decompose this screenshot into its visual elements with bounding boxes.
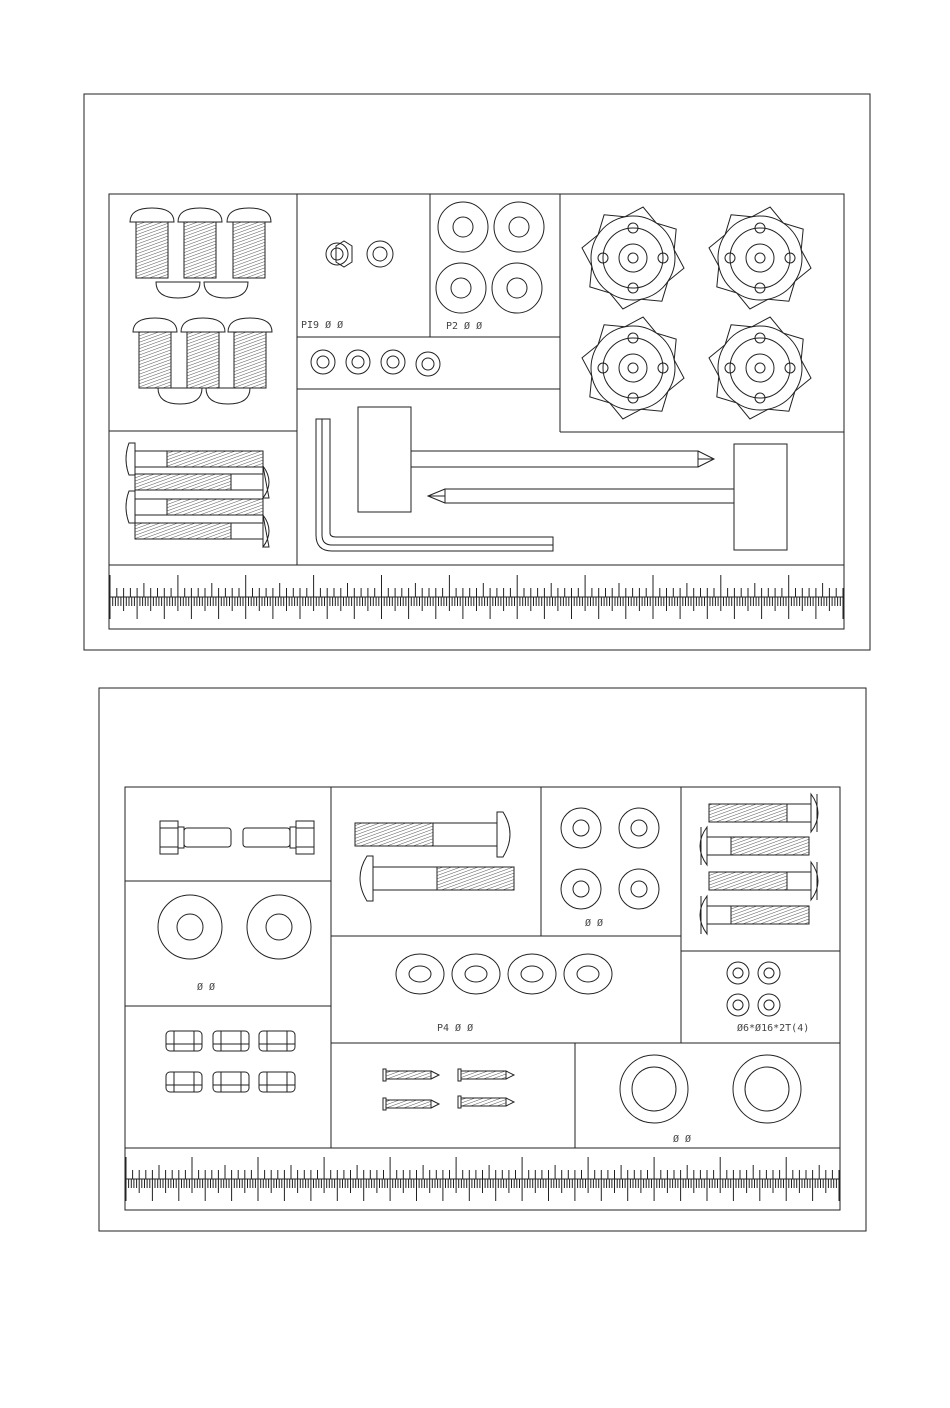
shoulder-bolts bbox=[355, 812, 514, 901]
measurement-ruler bbox=[126, 1157, 839, 1201]
spacers-label: P4 Ø Ø bbox=[437, 1023, 474, 1034]
panel-1-grid bbox=[109, 194, 844, 629]
screwdriver-flat bbox=[428, 444, 787, 550]
hardware-panel-1 bbox=[84, 94, 870, 650]
spring-washers-row bbox=[311, 350, 440, 376]
nylon-lock-nuts bbox=[166, 1031, 295, 1092]
wood-screws bbox=[383, 1069, 514, 1110]
small-nuts-label: Ø6*Ø16*2T(4) bbox=[737, 1023, 810, 1034]
lock-washers-pair bbox=[326, 241, 393, 267]
small-washers-label: Ø Ø bbox=[585, 918, 604, 929]
small-flat-washers bbox=[561, 808, 659, 909]
large-flat-washers bbox=[158, 895, 311, 959]
long-bolts bbox=[126, 443, 269, 547]
small-nuts bbox=[727, 962, 780, 1016]
star-knobs bbox=[582, 207, 811, 419]
flat-washers-grid bbox=[436, 202, 544, 313]
nylon-spacers bbox=[396, 954, 612, 994]
large-washers-label: Ø Ø bbox=[197, 982, 216, 993]
hardware-panel-2 bbox=[99, 688, 866, 1231]
panel-2-border bbox=[99, 688, 866, 1231]
lock-washers-label: PI9 Ø Ø bbox=[301, 320, 344, 331]
allen-wrench bbox=[316, 419, 553, 551]
measurement-ruler bbox=[110, 575, 843, 619]
flange-hex-bolts bbox=[160, 821, 314, 854]
big-washers bbox=[620, 1055, 801, 1123]
screwdriver-phillips bbox=[358, 407, 714, 512]
flat-washers-label: P2 Ø Ø bbox=[446, 321, 483, 332]
big-washers-label: Ø Ø bbox=[673, 1134, 692, 1145]
carriage-bolts bbox=[700, 794, 818, 934]
button-head-bolts bbox=[130, 208, 272, 404]
